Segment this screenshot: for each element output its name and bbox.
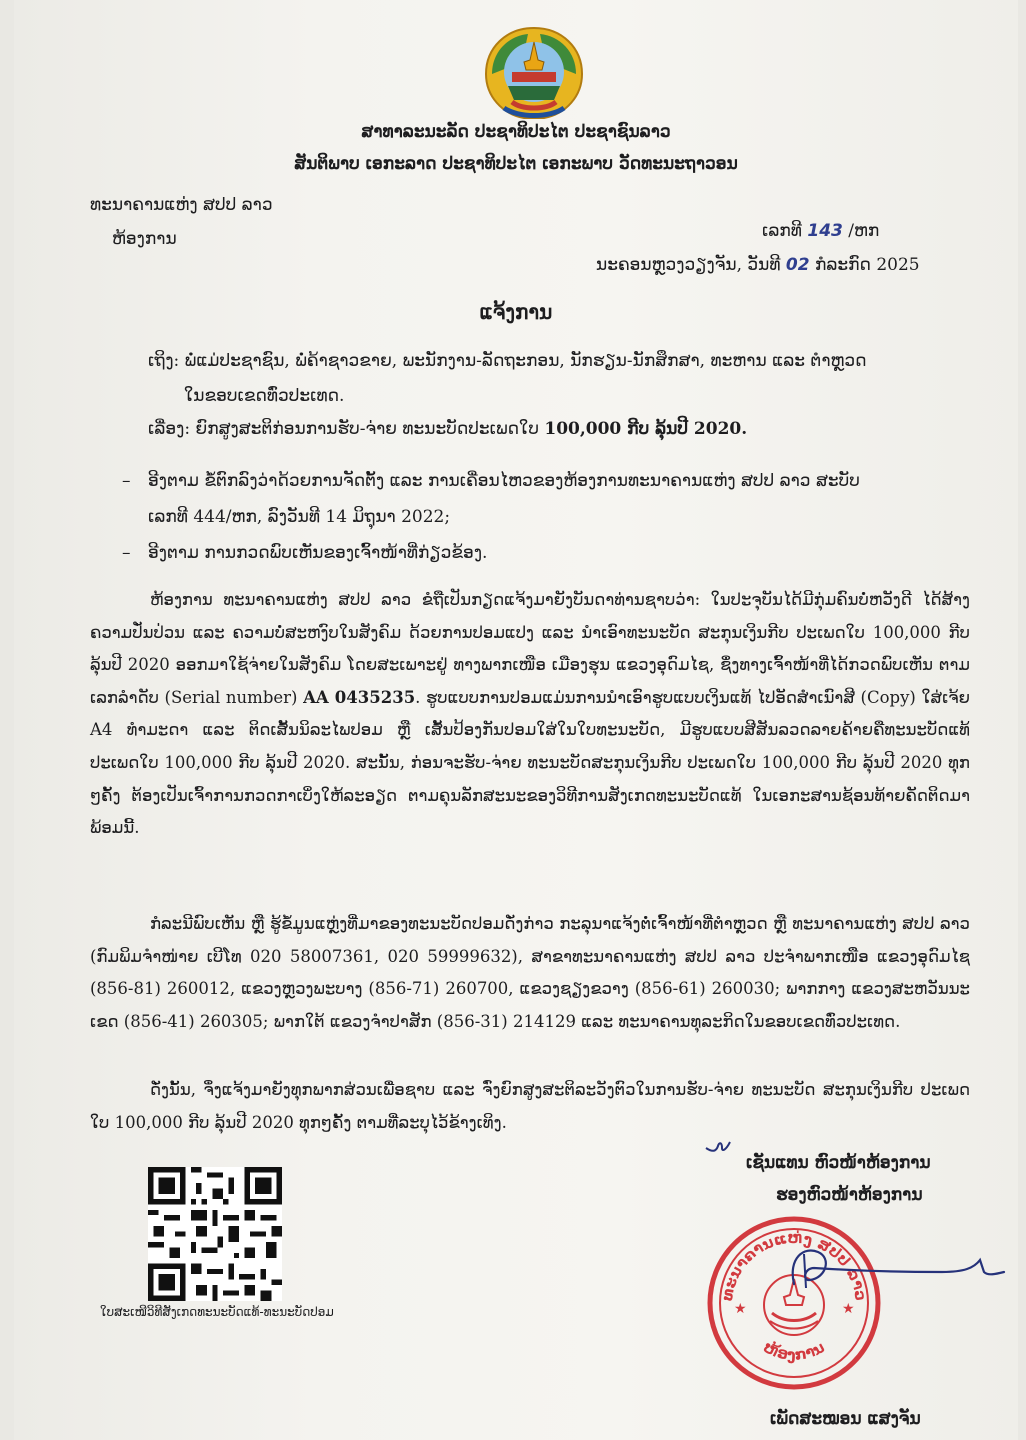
signature-scribble-icon xyxy=(774,1238,1010,1298)
reference-2-line-1: ອີງຕາມ ການກວດພົບເຫັນຂອງເຈົ້າໜ້າທີ່ກ່ຽວຂ້ອງ. xyxy=(148,543,488,563)
body-paragraph-1-end: . ຮູບແບບການປອມແມ່ນການນຳເອົາຮູບແບບເງິນແທ້ ໄປອັດສຳເນົາສີ (Copy) ໃສ່ເຈ້ຍ A4 ທຳມະດາ ແລະ ຕິດເສັ້ນນິລະໄພປອມ ຫຼື ເສັ້ນປ້ອງກັນປອມໃສ່ໃນໃບທະນະບັດ, ມີຮູບແບບສີສັນລວດລາຍຄ້າຍຄືທະນະບັດແທ້ ປະເພດໃບ 100,000 ກີບ ລຸ້ນປີ 2020. ສະນັ້ນ, ກ່ອນຈະຮັບ-ຈ່າຍ ທະນະບັດສະກຸນເງິນກີບ ປະເພດໃບ 100,000 ກີບ ລຸ້ນປີ 2020 ທຸກໆຄັ້ງ ຕ້ອງເປັນເຈົ້າການກວດກາເບິ່ງໃຫ້ລະອຽດ ຕາມຄຸນລັກສະນະຂອງວິທີການສັງເກດທະນະບັດແທ້ ໃນເອກະສານຊ້ອນທ້າຍຄັດຕິດມາພ້ອມນີ້. xyxy=(90,687,970,838)
qr-code-icon xyxy=(148,1167,282,1301)
reference-1-line-2: ເລກທີ 444/ຫກ, ລົງວັນທີ 14 ມິຖຸນາ 2022; xyxy=(148,507,451,527)
addressee-line-1: ເຖິງ: ພໍ່ແມ່ປະຊາຊົນ, ພໍ່ຄ້າຊາວຂາຍ, ພະນັກງານ-ລັດຖະກອນ, ນັກຮຽນ-ນັກສຶກສາ, ທະຫານ ແລະ ຕຳຫຼວດ xyxy=(148,351,867,371)
place-date-prefix: ນະຄອນຫຼວງວຽງຈັນ, ວັນທີ xyxy=(596,255,781,275)
sender-bank: ທະນາຄານແຫ່ງ ສປປ ລາວ xyxy=(90,195,273,215)
bullet-dash: – xyxy=(122,471,131,491)
subject-text: ຍົກສູງສະຕິກ່ອນການຮັບ-ຈ່າຍ ທະນະບັດປະເພດໃບ xyxy=(195,419,539,439)
sender-office: ຫ້ອງການ xyxy=(112,229,177,249)
reference-1-line-1: ອີງຕາມ ຂໍ້ຕົກລົງວ່າດ້ວຍການຈັດຕັ້ງ ແລະ ການເຄື່ອນໄຫວຂອງຫ້ອງການທະນາຄານແຫ່ງ ສປປ ລາວ ສະບັບ xyxy=(148,471,860,491)
addressee-line-2: ໃນຂອບເຂດທົ່ວປະເທດ. xyxy=(184,386,345,406)
svg-text:★: ★ xyxy=(842,1301,855,1317)
svg-text:★: ★ xyxy=(734,1301,747,1317)
signature-on-behalf: ເຊັນແທນ ຫົວໜ້າຫ້ອງການ xyxy=(746,1153,931,1173)
serial-number: AA 0435235 xyxy=(303,687,416,707)
reference-number xyxy=(762,220,879,242)
national-emblem-icon xyxy=(482,22,586,122)
reference-number-suffix: /ຫກ xyxy=(848,221,880,241)
subject-bold: 100,000 ກີບ ລຸ້ນປີ 2020. xyxy=(544,419,748,439)
stamp-bottom-text: ຫ້ອງການ xyxy=(760,1338,828,1365)
subject-label: ເລື່ອງ: xyxy=(148,419,191,439)
initial-mark-icon xyxy=(704,1138,732,1156)
place-date xyxy=(596,254,920,276)
document-page xyxy=(14,0,1018,1440)
document-title: ແຈ້ງການ xyxy=(479,300,553,324)
body-paragraph-3: ດັ່ງນັ້ນ, ຈຶ່ງແຈ້ງມາຍັງທຸກພາກສ່ວນເພື່ອຊາບ ແລະ ຈົ່ງຍົກສູງສະຕິລະວັງຕົວໃນການຮັບ-ຈ່າຍ ທະນະບັດ ສະກຸນເງິນກີບ ປະເພດໃບ 100,000 ກີບ ລຸ້ນປີ 2020 ທຸກໆຄັ້ງ ຕາມທີ່ລະບຸໄວ້ຂ້າງເທິງ. xyxy=(90,1080,970,1132)
bullet-dash: – xyxy=(122,543,131,563)
date-day: 02 xyxy=(785,255,810,275)
reference-number-value: 143 xyxy=(807,221,843,241)
national-motto: ສັນຕິພາບ ເອກະລາດ ປະຊາທິປະໄຕ ເອກະພາບ ວັດທະນະຖາວອນ xyxy=(294,154,738,174)
signature-title: ຮອງຫົວໜ້າຫ້ອງການ xyxy=(776,1185,923,1205)
body-paragraph-1-start: ຫ້ອງການ ທະນາຄານແຫ່ງ ສປປ ລາວ ຂໍຖືເປັນກຽດແຈ້ງມາຍັງບັນດາທ່ານຊາບວ່າ: ໃນປະຈຸບັນໄດ້ມີກຸ່ມຄົນບໍ່ຫວັງດີ ໄດ້ສ້າງຄວາມປັ່ນປ່ວນ ແລະ ຄວາມບໍ່ສະຫງົບໃນສັງຄົມ ດ້ວຍການປອມແປງ ແລະ ນຳເອົາທະນະບັດ ສະກຸນເງິນກີບ ປະເພດໃບ 100,000 ກີບ ລຸ້ນປີ 2020 ອອກມາໃຊ້ຈ່າຍໃນສັງຄົມ ໂດຍສະເພາະຢູ່ ທາງພາກເໜືອ ເມືອງຮຸນ ແຂວງອຸດົມໄຊ, ຊຶ່ງທາງເຈົ້າໜ້າທີ່ໄດ້ກວດພົບເຫັນ ຕາມເລກລຳດັບ (Serial number) xyxy=(90,590,970,707)
subject-line xyxy=(148,418,747,440)
signatory-name: ເພັດສະໝອນ ແສງຈັນ xyxy=(770,1409,921,1429)
date-month-year: ກໍລະກົດ 2025 xyxy=(814,255,920,275)
qr-caption: ໃບສະເໜີວິທີສັງເກດທະນະບັດແທ້-ທະນະບັດປອມ xyxy=(100,1305,334,1319)
body-paragraph-2: ກໍລະນີພົບເຫັນ ຫຼື ຮູ້ຂໍ້ມູນແຫຼ່ງທີ່ມາຂອງທະນະບັດປອມດັ່ງກ່າວ ກະລຸນາແຈ້ງຕໍ່ເຈົ້າໜ້າທີ່ຕຳຫຼວດ ຫຼື ທະນາຄານແຫ່ງ ສປປ ລາວ (ກົມພິມຈຳໜ່າຍ ເບີໂທ 020 58007361, 020 59999632), ສາຂາທະນາຄານແຫ່ງ ສປປ ລາວ ປະຈຳພາກເໜືອ ແຂວງອຸດົມໄຊ (856-81) 260012, ແຂວງຫຼວງພະບາງ (856-71) 260700, ແຂວງຊຽງຂວາງ (856-61) 260030; ພາກກາງ ແຂວງສະຫວັນນະເຂດ (856-41) 260305; ພາກໃຕ້ ແຂວງຈຳປາສັກ (856-31) 214129 ແລະ ທະນາຄານທຸລະກິດໃນຂອບເຂດທົ່ວປະເທດ. xyxy=(90,914,970,1031)
reference-number-label: ເລກທີ xyxy=(762,221,802,241)
stamp-top-text: ທະນາຄານແຫ່ງ ສປປ ລາວ xyxy=(717,1228,870,1302)
republic-heading: ສາທາລະນະລັດ ປະຊາທິປະໄຕ ປະຊາຊົນລາວ xyxy=(361,122,671,142)
body-paragraph-1 xyxy=(90,584,970,845)
